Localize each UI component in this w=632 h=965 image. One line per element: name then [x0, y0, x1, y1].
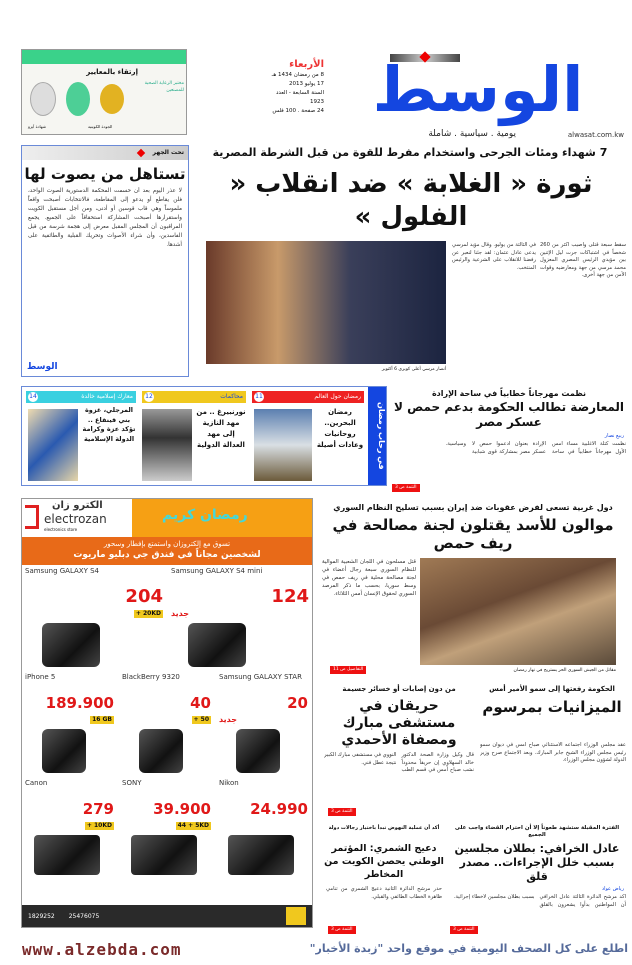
product-name: Samsung GALAXY S4 [25, 567, 99, 575]
phone-1[interactable]: 1829252 [28, 912, 55, 920]
hijri-date: 8 من رمضان 1434 هـ [271, 72, 324, 78]
product-extra: + 50 [193, 716, 209, 723]
syria-headline[interactable]: موالون للأسد يقتلون لجنة مصالحة في ريف حمص [332, 516, 614, 552]
page-number: 12 [145, 393, 153, 400]
hand-icon [66, 82, 90, 116]
camera-image [34, 835, 100, 875]
fire-headline[interactable]: حريقان في مستشفى مبارك ومصفاة الأحمدي [341, 698, 457, 748]
ramadan-map [28, 409, 78, 481]
product-name: SONY [122, 779, 142, 787]
day-label: الأربعاء [289, 59, 324, 70]
syria-photo-caption: مقاتل من الجيش السوري الحر يستريح في نهار رمضان [513, 668, 616, 673]
product-name: Nikon [219, 779, 239, 787]
product-name: iPhone 5 [25, 673, 56, 681]
ramadan-item[interactable] [252, 391, 364, 483]
opinion-column [21, 145, 189, 377]
phone-image [42, 729, 86, 773]
product-price: 40 [190, 694, 211, 712]
ramadan-section: معارك إسلامية خالدة [81, 393, 133, 400]
kharafi-headline[interactable]: عادل الخرافي: بطلان مجلسين بسبب خلل الإجراءات.. مصدر قلق [454, 842, 620, 883]
date-box [262, 58, 324, 116]
electrozan-logo-box [22, 499, 132, 537]
ramadan-photo [142, 409, 192, 481]
phone-image [236, 729, 280, 773]
product-name: BlackBerry 9320 [122, 673, 180, 681]
top-ad-caption-left: شهادة أيزو [28, 124, 46, 129]
product-price: 124 [271, 586, 309, 607]
phone-image [139, 729, 183, 773]
opposition-kicker: نظمت مهرجاناً خطابياً في ساحة الإرادة [431, 389, 587, 398]
main-photo [206, 241, 446, 364]
ramadan-item[interactable] [26, 391, 136, 483]
product-badge: جديد [171, 609, 190, 618]
product-extra: + 20KD [135, 610, 161, 617]
shemmari-text: حذر مرشح الدائرة الثانية دعيج الشمري من تنامي ظاهرة الخطاب الطائفي والقبلي. [326, 886, 442, 900]
product-card[interactable] [22, 671, 118, 775]
main-photo-caption: أنصار مرسي أعلى كوبري 6 أكتوبر [381, 367, 446, 372]
footer-promo[interactable]: اطلع على كل الصحف اليومية في موقع واحد "زبدة الأخبار" [309, 942, 628, 955]
diamond-icon [137, 149, 145, 157]
product-card[interactable] [119, 671, 215, 775]
product-price: 20 [287, 694, 308, 712]
product-price: 189.900 [45, 694, 114, 712]
main-text-a: سقط سبعة قتلى وأصيب أكثر من 260 شخصاً في اشتباكات جرت ليل الإثنين بين مؤيدي الرئيس المصري المعزول محمد مرسي من جهة ومعارضيه وقوات الأمن من جهة أخرى. [540, 242, 626, 279]
electrozan-e-icon [25, 505, 39, 529]
product-price: 279 [82, 800, 114, 818]
product-card[interactable] [119, 777, 215, 881]
product-card[interactable] [22, 565, 167, 669]
ramadan-title: رمضان البحرين.. روحانيات وعادات أصيلة [316, 408, 364, 449]
camera-image [228, 835, 294, 875]
masthead-logo[interactable]: الوسط [372, 53, 584, 126]
ad-footer-badge [286, 907, 306, 925]
camera-image [131, 835, 197, 875]
ramadan-section: رمضان حول العالم [314, 393, 361, 400]
top-ad-caption-right: الجودة الكويتية [88, 124, 113, 129]
brand-ar: الكترو زان [52, 500, 103, 511]
column-label: تحت الجهر [152, 149, 184, 156]
top-ad-side-text: مختبر الرعاية الصحية للمصنعين [144, 81, 184, 93]
masthead-tagline: يومية . سياسية . شاملة [428, 129, 516, 139]
product-card[interactable] [168, 565, 313, 669]
column-logo: الوسط [27, 362, 58, 372]
kharafi-more-tag[interactable]: التتمة ص 3 [450, 926, 478, 934]
ramadan-section: محاكمات [220, 393, 243, 400]
product-card[interactable] [216, 671, 312, 775]
year-issue: السنة السابعة - العدد [275, 90, 324, 96]
issue-number: 1923 [310, 99, 324, 105]
footer-site[interactable]: www.alzebda.com [22, 940, 182, 959]
product-extra: 44 + 5KD [177, 822, 209, 829]
electrozan-ad[interactable] [21, 498, 313, 928]
ramadan-banner: رمضان كريم [162, 507, 248, 523]
ramadan-title: نورنبيرغ .. من مهد النازية إلى مهد العدالة الدولية [196, 408, 246, 449]
phone-2[interactable]: 25476075 [68, 912, 100, 920]
shemmari-more-tag[interactable]: التتمة ص 3 [328, 926, 356, 934]
top-ad[interactable] [21, 49, 187, 135]
syria-more-tag[interactable]: التفاصيل ص 11 [330, 666, 366, 674]
budget-headline[interactable]: الميزانيات بمرسوم [482, 698, 622, 716]
opposition-headline[interactable]: المعارضة تطالب الحكومة بدعم حمص لا عسكر مصر [393, 400, 625, 429]
page-number: 11 [255, 393, 263, 400]
brand-tagline: electronics store [44, 527, 78, 532]
syria-text: قتل مسلحون في اللجان الشعبية الموالية للنظام السوري سبعة رجال أعضاء في لجنة مصالحة محلية في ريف حمص في وسط سوريا، بحسب ما ذكر المرصد السوري لحقوق الإنسان أمس الثلاثاء. [322, 559, 416, 597]
promo-line-1: تسوق مع إلكتروزان واستمتع بإفطار وسحور [103, 540, 231, 548]
product-card[interactable] [216, 777, 312, 881]
kharafi-text: أكد مرشح الدائرة الثالثة عادل الخرافي أن المواطنين بدأوا يشعرون بالقلق بسبب بطلان مجلسين لأخطاء إجرائية. [453, 894, 626, 908]
site-url[interactable]: alwasat.com.kw [567, 131, 624, 139]
syria-photo [420, 558, 616, 665]
product-extra: + 10KD [86, 822, 112, 829]
main-headline[interactable]: ثورة « الغلابة » ضد انقلاب « الفلول » [229, 169, 593, 232]
product-price: 204 [125, 586, 163, 607]
product-name: Canon [25, 779, 48, 787]
ramadan-label: في رحاب رمضان [368, 387, 386, 485]
ramadan-strip [21, 386, 387, 486]
shemmari-headline[interactable]: دعيج الشمري: المؤتمر الوطني يحصن الكويت من المخاطر [324, 843, 444, 880]
phone-image [188, 623, 246, 667]
product-name: Samsung GALAXY S4 mini [171, 567, 263, 575]
ramadan-item[interactable] [142, 391, 246, 483]
top-ad-title: إرتقاء بالمعايير [86, 68, 138, 76]
gregorian-date: 17 يوليو 2013 [288, 81, 324, 87]
gold-medal-icon [100, 84, 124, 114]
product-price: 39.900 [153, 800, 211, 818]
page-number: 14 [29, 393, 37, 400]
product-extra: 16 GB [92, 716, 112, 723]
main-text-b: في الثالثة من يوليو. وقال مؤيد لمرسي يدعى عادل عثمان: لقد جئنا لنعبر عن رفضنا للانقلاب على الشرعية والرئيس المنتخب. [452, 242, 536, 271]
budget-kicker: الحكومة رفعتها إلى سمو الأمير أمس [489, 685, 615, 693]
kharafi-kicker: الفترة المقبلة ستشهد طعوناً إلا أن احترام القضاء واجب على الجميع [454, 825, 620, 838]
opposition-byline: ربيع نصار [604, 433, 624, 439]
syria-kicker: دول غربية تسعى لفرض عقوبات ضد إيران بسبب تسليح النظام السوري [333, 503, 613, 512]
fire-more-tag[interactable]: التتمة ص 3 [328, 808, 356, 816]
brand-en: electrozan [44, 512, 107, 526]
phone-image [42, 623, 100, 667]
product-price: 24.990 [250, 800, 308, 818]
ramadan-photo [254, 409, 312, 481]
kharafi-byline: رياض عواد [601, 886, 624, 892]
shemmari-kicker: أكد أن عملية النهوض تبدأ باختيار رجالات دولة [328, 825, 440, 831]
fire-text: قال وكيل وزارة الصحة الدكتور خالد السهلاوي إن حريقاً محدوداً نشب صباح أمس في قسم الطب النووي في مستشفى مبارك الكبير نتيجة عطل فني. [324, 752, 474, 774]
masthead [330, 50, 626, 142]
pages-price: 24 صفحة . 100 فلس [272, 108, 324, 114]
column-title[interactable]: تستاهل من يصوت لها [24, 165, 186, 183]
ramadan-title: المرجلي، غزوة بني قينقاع .. تؤكد عزة وكرامة الدولة الإسلامية [82, 406, 136, 443]
opposition-more-tag[interactable]: التتمة ص 3 [392, 484, 420, 492]
budget-text: عقد مجلس الوزراء اجتماعه الاستثنائي صباح أمس في ديوان سمو رئيس مجلس الوزراء الشيخ جابر المبارك. وبعد الاجتماع صرح وزير الدولة لشؤون مجلس الوزراء. [480, 742, 626, 764]
promo-line-2: لشخصين مجاناً في فندق جي دبليو ماريوت [73, 550, 261, 560]
main-kicker: 7 شهداء ومئات الجرحى واستخدام مفرط للقوة من قبل الشرطة المصرية [212, 146, 608, 159]
seal-icon [30, 82, 56, 116]
column-text: لا عذر اليوم بعد أن حسمت المحكمة الدستورية الصوت الواحد، فلن يقاطع أو يدعو إلى المقاطعة، فالانتخابات أصبحت واقعاً ملموساً وهي قاب قوسين أو أدنى، ومن أجل مستقبل الكويت واستقرارها أصبحت المشاركة استحقاقاً على الجميع. يجمع المراقبون أن المجلس المقبل معرض إلى هجمة شرسة من قبل الفاسدين، وأن شراء الأصوات وتحريك القبلية والطائفية على أشدها. [28, 188, 182, 248]
opposition-text: نظمت كتلة الأغلبية مساء أمس الأول مهرجاناً خطابياً في ساحة الإرادة بعنوان ادعموا حمص لا عسكر مصر بمشاركة قوى شبابية وسياسية. [445, 441, 626, 455]
product-card[interactable] [22, 777, 118, 881]
fire-kicker: من دون إصابات أو خسائر جسيمة [342, 685, 456, 693]
product-name: Samsung GALAXY STAR [219, 673, 302, 681]
product-badge: جديد [219, 715, 238, 724]
